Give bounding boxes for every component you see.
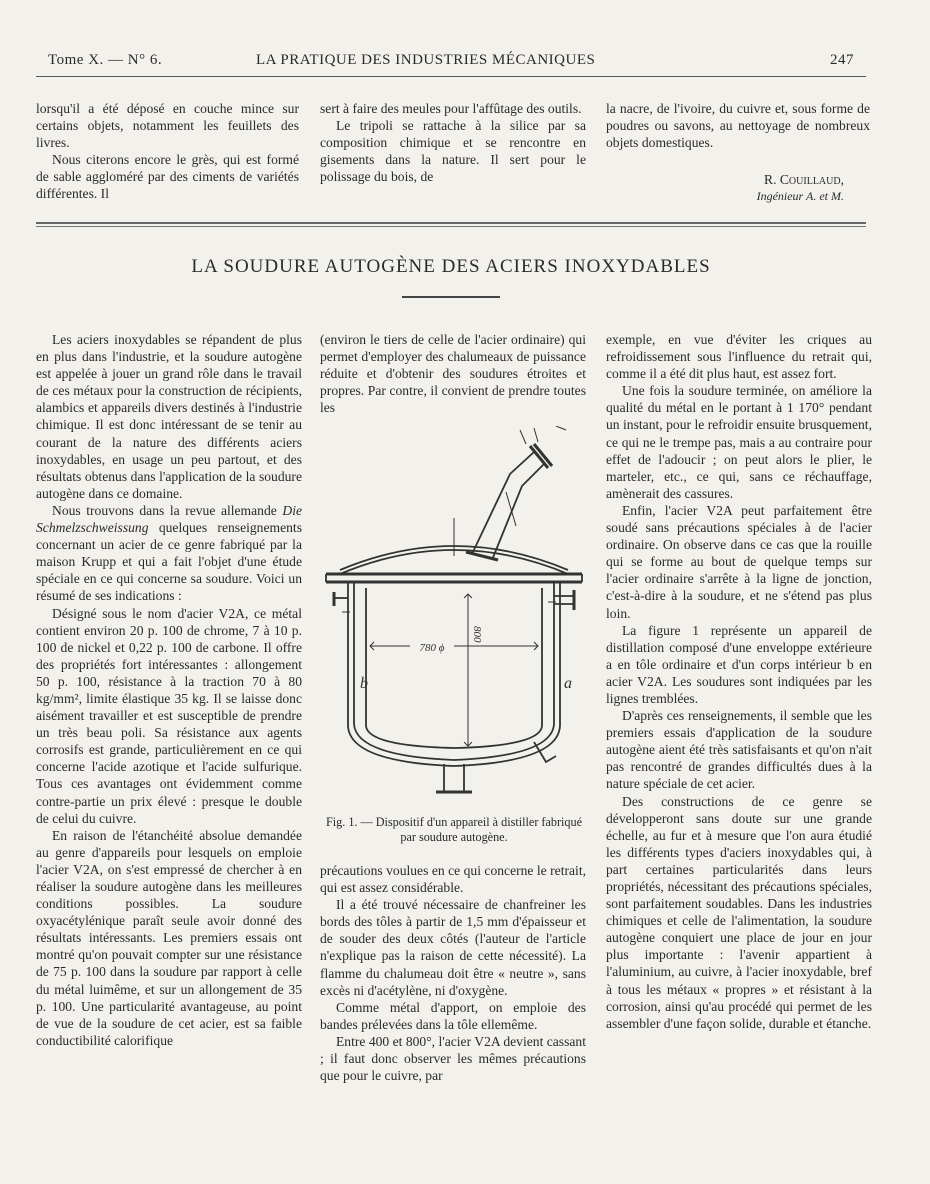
article-col3 <box>606 331 872 1032</box>
prev-article-col2 <box>320 100 586 185</box>
author-name: R. Couillaud, <box>764 172 844 187</box>
paragraph: sert à faire des meules pour l'affûtage des outils. <box>320 101 582 116</box>
paragraph: D'après ces renseignements, il semble que les premiers essais d'application de la soudure autogène aient été très satisfaisants et qu'on n'ait pas rencontré de grandes difficultés dues à la nature spéciale de cet acier. <box>606 708 872 792</box>
paragraph: La figure 1 représente un appareil de distillation composé d'une enveloppe extérieure a en tôle ordinaire et d'un corps intérieur b en acier V2A. Les soudures sont indiquées par les lignes tremblées. <box>606 622 872 706</box>
article-separator <box>36 222 866 227</box>
prev-article-col1 <box>36 100 299 203</box>
paragraph: Nous citerons encore le grès, qui est formé de sable aggloméré par des ciments de variétés différentes. Il <box>36 152 299 202</box>
label-b: b <box>360 675 368 692</box>
figure-caption: Fig. 1. — Dispositif d'un appareil à distiller fabriqué par soudure autogène. <box>325 815 583 844</box>
paragraph: lorsqu'il a été déposé en couche mince sur certains objets, notamment les feuillets des livres. <box>36 101 299 151</box>
page-number: 247 <box>830 52 854 68</box>
journal-title: LA PRATIQUE DES INDUSTRIES MÉCANIQUES <box>256 52 596 68</box>
figure-drawing <box>320 426 588 806</box>
paragraph: Les aciers inoxydables se répandent de plus en plus dans l'industrie, et la soudure autogène est appelée à jouer un grand rôle dans le travail de ces métaux pour la construction de récipients, alambics et appareils divers destinés à l'industrie chimique. Il est donc intéressant de se tenir au courant de la nature des différents aciers inoxydables, en usage un peu partout, et des résultats obtenus dans l'application de la soudure autogène dans ce domaine. <box>36 332 302 501</box>
paragraph: Le tripoli se rattache à la silice par sa composition chimique et se rencontre en gisements dans la nature. Il sert pour le polissage du bois, de <box>320 118 586 185</box>
paragraph: En raison de l'étanchéité absolue demandée au genre d'appareils pour lesquels on emploie l'acier V2A, on s'est empressé de chercher à en réaliser la soudure autogène dans les meilleures conditions possibles. La soudure oxyacétylénique paraît seule avoir donné des résultats intéressants. Les premiers essais ont montré qu'on pouvait compter sur une résistance de 75 p. 100 dans la soudure par rapport à celle du métal luimême, et sur un allongement de 35 p. 100. Une particularité avantageuse, au point de vue de la soudure de cet acier, est sa faible conductibilité calorifique <box>36 827 302 1048</box>
paragraph: Désigné sous le nom d'acier V2A, ce métal contient environ 20 p. 100 de chrome, 7 à 10 p. 100 de nickel et 0,22 p. 100 de carbone. Il offre des propriétés fort intéressantes : allongement 50 p. 100, résistance à la traction 70 à 80 kg/mm², limite élastique 35 kg. Il se laisse donc aisément travailler et est susceptible de prendre un très beau poli. Sa résistance aux agents corrosifs est grande, particulièrement en ce qui concerne l'acide azotique et l'acide sulfurique. Tous ces avantages ont évidemment comme contre-partie un prix élevé : presque le double de celui du cuivre. <box>36 605 302 826</box>
title-underline <box>402 296 500 298</box>
journal-name: Die Schmelzschweissung <box>36 502 303 536</box>
article-col2-top <box>320 331 586 416</box>
article-col2-bottom <box>320 862 586 1084</box>
paragraph: Enfin, l'acier V2A peut parfaitement être soudé sans précautions spéciales à de l'acier ordinaire. On observe dans ce cas que la rouille qui se forme au bout de quelque temps sur l'acier ordinaire s'arrête à la ligne de jonction, c'est-à-dire à la soudure, et ne s'étend pas plus loin. <box>606 502 872 621</box>
running-header <box>48 52 854 74</box>
paragraph: Comme métal d'apport, on emploie des bandes prélevées dans la tôle ellemême. <box>320 999 586 1032</box>
prev-article-col3 <box>606 100 870 151</box>
diameter-label: 780 ϕ <box>419 642 445 654</box>
paragraph: Des constructions de ce genre se développeront sans doute sur une grande échelle, au fur et à mesure que l'on aura étudié les différents types d'aciers inoxydables qui, à part certaines particularités dans leurs propriétés, nécessitant des précautions spéciales, sont parfaitement soudables. Dans les industries chimiques et celle de l'alimentation, la soudure autogène conquiert une place de jour en jour plus importante : l'avenir appartient à l'aluminium, au cuivre, à l'acier inoxydable, bref à tous les métaux « propres » et résistant à la corrosion, ainsi qu'au procédé qui permet de les assembler d'une façon solide, durable et étanche. <box>606 793 872 1031</box>
text-run: quelques renseignements concernant un acier de ce genre fabriqué par la maison Krupp et qui a fait l'objet d'une étude spéciale en ce qui concerne sa soudure. Voici un résumé de ses indications : <box>36 520 302 604</box>
author-title: Ingénieur A. et M. <box>756 189 844 203</box>
paragraph: Une fois la soudure terminée, on améliore la qualité du métal en le portant à 1 170° pendant un instant, pour le refroidir ensuite brusquement, ce qui ne le trempe pas, mais a au contraire pour effet de l'adoucir ; on peut alors le plier, le marteler, etc., ce qui, sans ce réchauffage, amènerait des cassures. <box>606 383 872 501</box>
paragraph: Entre 400 et 800°, l'acier V2A devient cassant ; il faut donc observer les mêmes précautions que pour le cuivre, par <box>320 1033 586 1084</box>
paragraph: précautions voulues en ce qui concerne le retrait, qui est assez considérable. <box>320 863 586 896</box>
article-col1 <box>36 331 302 1049</box>
height-label: 800 <box>471 626 483 643</box>
volume-issue: Tome X. — N° 6. <box>48 52 163 68</box>
figure-distillation-apparatus <box>320 426 588 806</box>
text-run: Nous trouvons dans la revue allemande <box>52 502 277 518</box>
author-signature <box>606 171 844 204</box>
paragraph: exemple, en vue d'éviter les criques au refroidissement sous l'influence du retrait qui, comme il a été dit plus haut, est assez fort. <box>606 332 872 382</box>
paragraph <box>36 502 302 605</box>
paragraph: la nacre, de l'ivoire, du cuivre et, sous forme de poudres ou savons, au nettoyage de nombreux objets domestiques. <box>606 101 870 151</box>
header-rule <box>36 76 866 77</box>
article-title: LA SOUDURE AUTOGÈNE DES ACIERS INOXYDABLES <box>191 256 711 277</box>
paragraph: Il a été trouvé nécessaire de chanfreiner les bords des tôles à partir de 1,5 mm d'épaisseur et de souder des deux côtés (l'auteur de l'article n'explique pas la raison de cette nécessité). La flamme du chalumeau doit être « neutre », sans excès ni d'acétylène, ni d'oxygène. <box>320 897 586 998</box>
label-a: a <box>564 675 572 692</box>
paragraph: (environ le tiers de celle de l'acier ordinaire) qui permet d'employer des chalumeaux de puissance réduite et d'obtenir des soudures étroites et propres. Par contre, il convient de prendre toutes les <box>320 332 586 416</box>
